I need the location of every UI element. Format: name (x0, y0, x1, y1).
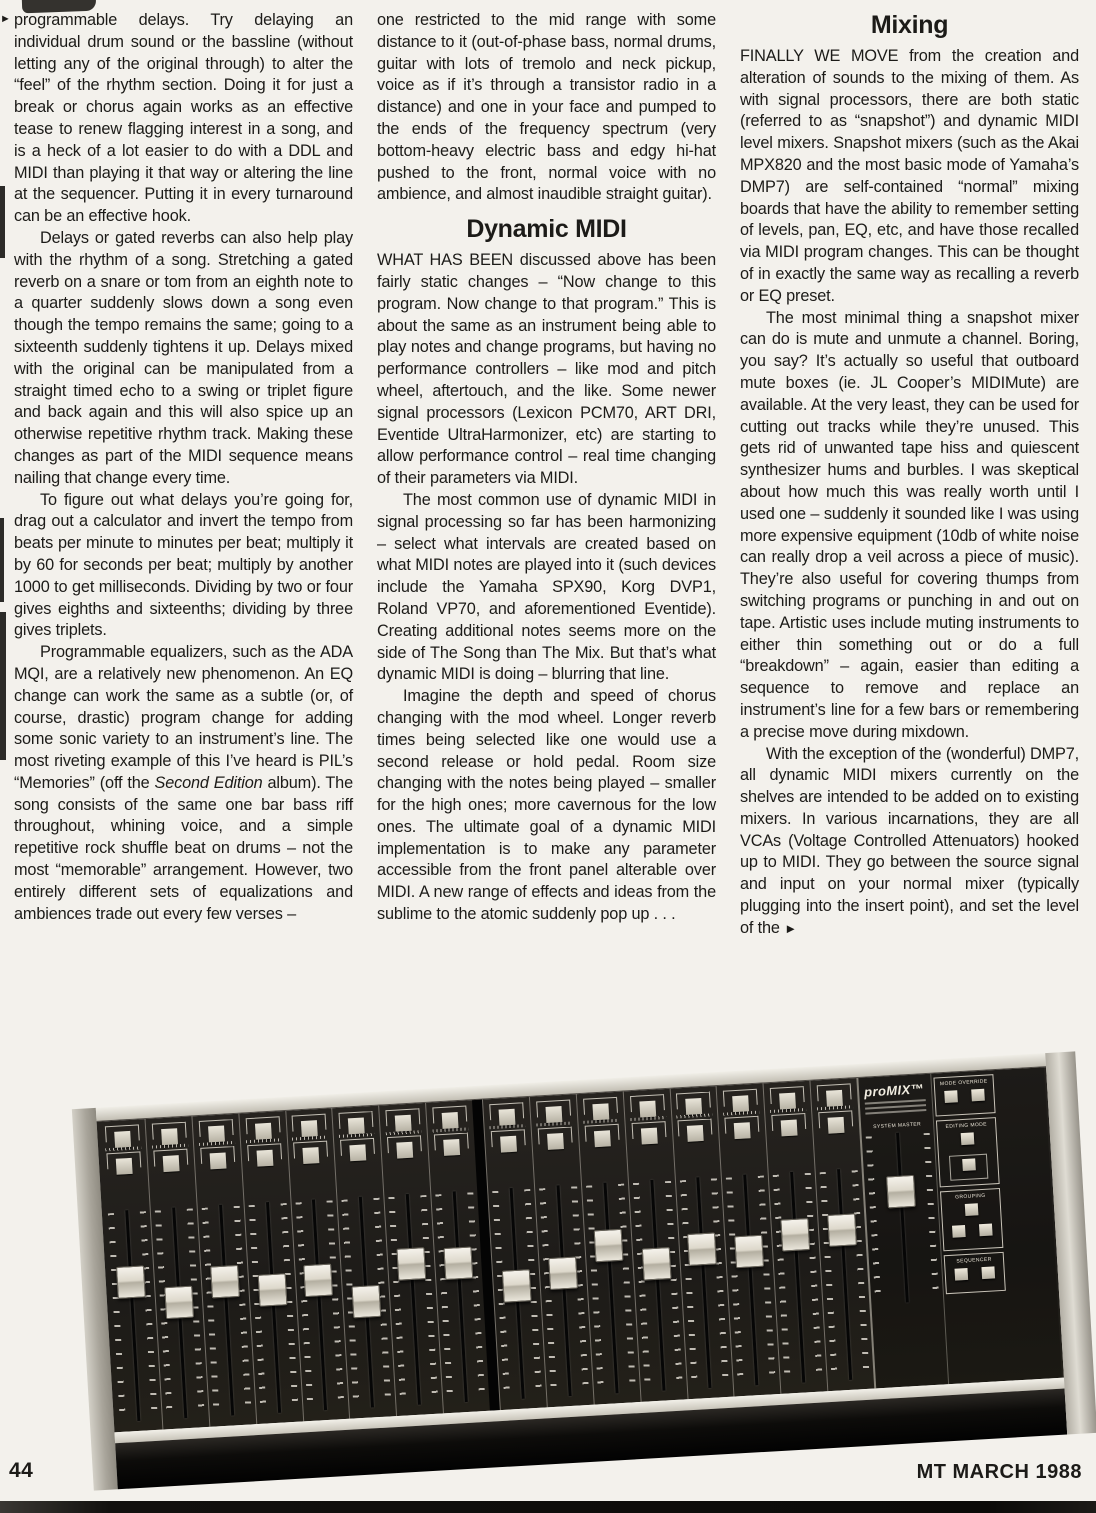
fader-knob (304, 1264, 334, 1298)
mixing-console (72, 1051, 1096, 1490)
channel-button (684, 1123, 707, 1142)
heading-dynamic-midi: Dynamic MIDI (466, 215, 627, 244)
continued-marker: ► (784, 920, 797, 936)
heading-mixing: Mixing (870, 11, 949, 39)
channel-button (440, 1137, 463, 1156)
channel-button (542, 1104, 565, 1123)
fader-track (790, 1172, 805, 1383)
mixer-photo (70, 1050, 1096, 1498)
fader-knob (257, 1273, 287, 1307)
channel-button (159, 1153, 182, 1172)
channel-button (729, 1093, 752, 1112)
fader-knob (164, 1286, 194, 1320)
fader-knob (827, 1213, 857, 1247)
editing-mode-panel (936, 1117, 1000, 1187)
paragraph: WHAT HAS BEEN discussed above has been fairly static changes – “Now change to this program. Now change to that program.” This is about the same as an instrument being able to play notes and change programs, but having no performance controllers – like mod and pitch wheel, aftertouch, and the like. Some newer signal processors (Lexicon PCM70, ART DRI, Eventide UltraHarmonizer, etc) are starting to allow performance control – real time changing of their parameters via MIDI. (377, 251, 716, 488)
fader-track (406, 1194, 421, 1405)
panel-button (979, 1223, 993, 1236)
fader-track (312, 1199, 327, 1410)
paragraph (14, 642, 353, 925)
album-title: Second Edition (154, 773, 263, 792)
fader-knob (735, 1235, 765, 1269)
channel-button (253, 1148, 276, 1167)
brand-logo: proMIX™ (863, 1081, 925, 1100)
system-master-label: SYSTEM MASTER (873, 1121, 922, 1131)
channel-button (205, 1123, 228, 1142)
channel-button (497, 1134, 520, 1153)
paragraph-text: programmable delays. Try delaying an individual drum sound or the bassline (without letting any of the original through) to alter the “feel” of the rhythm section. Doing it for just a break or chorus again works as an effective tease to renew flagging interest in a song, and is a heck of a lot easier to do with a DDL and MIDI than playing it that way or altering the line at the sequencer. Putting it in every turnaround can be an effective hook. (14, 11, 353, 226)
channel-button (683, 1096, 706, 1115)
master-fader-knob (886, 1175, 916, 1209)
fader-track (603, 1183, 618, 1394)
paragraph: Imagine the depth and speed of chorus changing with the mod wheel. Longer reverb times being selected like one would use a second release or hold pedal. Room size changing with the notes being played – smaller for the high ones; more cavernous for the low ones. The ultimate goal of a dynamic MIDI implementation is to make any parameter accessible from the front panel alterable over MIDI. A new range of effects and ideas from the sublime to the atomic suddenly pop up . . . (377, 687, 716, 924)
page-number: 44 (9, 1459, 34, 1482)
column-2 (377, 10, 716, 940)
channel-button (113, 1156, 136, 1175)
channel-button (637, 1125, 660, 1144)
channel-button (158, 1126, 181, 1145)
fader-knob (687, 1232, 717, 1266)
footer-issue: MT MARCH 1988 (916, 1461, 1082, 1483)
channel-button (778, 1117, 801, 1136)
channel-button (544, 1131, 567, 1150)
fader-scale (866, 1136, 882, 1302)
panel-button (952, 1225, 966, 1238)
channel-button (111, 1129, 134, 1148)
channel-button (345, 1115, 368, 1134)
channel-button (589, 1101, 612, 1120)
fader-knob (397, 1247, 427, 1281)
paragraph: Delays or gated reverbs can also help play with the rhythm of a song. Stretching a gated reverb on a snare or tom from an eighth note to a quarter suddenly slows down a song even though the tempo remains the same; going to a sixteenth suddenly tightens it up. Delays mixed with the original can be manipulated from a straight timed echo to a swing or triplet figure and back again and this will also spice up an otherwise repetitive rhythm track. Making these changes as part of the MIDI sequence means nailing that change every time. (14, 228, 353, 487)
paragraph (740, 744, 1079, 940)
fader-knob (593, 1229, 623, 1263)
editing-mode-label: EDITING MODE (945, 1121, 988, 1130)
fader-knob (352, 1285, 382, 1319)
brand-subtext (860, 1099, 933, 1115)
paragraph: FINALLY WE MOVE from the creation and alteration of sounds to the mixing of them. As with signal processors, there are both static (referred to as “snapshot”) and dynamic MIDI level mixers. Snapshot mixers (such as the Akai MPX820 and the most basic mode of Yamaha’s DMP7) are self-contained “normal” mixing boards that have the ability to remember setting of levels, pan, EQ, etc, and have those recalled via MIDI program changes. This can be thought of in exactly the same way as recalling a reverb or EQ preset. (740, 47, 1079, 305)
channel-button (251, 1121, 274, 1140)
channel-strips (99, 1078, 875, 1432)
fader-track (125, 1210, 140, 1421)
column-3 (740, 10, 1079, 940)
panel-button (954, 1268, 968, 1281)
sequencer-label: SEQUENCER (956, 1256, 992, 1265)
article-columns (0, 10, 1079, 940)
fader-track (837, 1169, 852, 1380)
panel-subbox (949, 1154, 988, 1181)
panel-button (944, 1090, 958, 1103)
paragraph: one restricted to the mid range with some distance to it (out-of-phase bass, normal drums, guitar with lots of tremolo and neck pickup, voice as if it’s through a transistor radio in a distance) and one in your face and pumped to the ends of the frequency spectrum (very bottom-heavy electric bass and edgy hi-hat pushed to the front, normal voice with no ambience, and almost inaudible straight guitar). (377, 11, 716, 204)
scan-artifact (0, 612, 6, 760)
channel-button (825, 1115, 848, 1134)
channel-button (300, 1145, 323, 1164)
continuation-marker: ► (0, 13, 11, 25)
fader-knob (444, 1246, 474, 1280)
channel-button (392, 1113, 415, 1132)
channel-button (439, 1110, 462, 1129)
channel-button (823, 1088, 846, 1107)
panel-button (962, 1158, 976, 1171)
paragraph-text: album). The song consists of the same one bar bass riff throughout, whining voice, and a simple repetitive rock shuffle beat on drums – not the most “memorable” arrangement. However, two entirely different sets of equalizations and ambiences trade out every few verses – (14, 773, 353, 923)
fader-knob (210, 1265, 240, 1299)
fader-track (219, 1205, 234, 1416)
channel-button (591, 1128, 614, 1147)
fader-track (896, 1133, 909, 1303)
channel-button (298, 1118, 321, 1137)
paragraph: To figure out what delays you’re going for, drag out a calculator and invert the tempo from beats per minute to minutes per beat; multiply it by 60 for seconds per beat; multiply by another 1000 to get milliseconds. Dividing by two or four gives eighths and sixteenths; dividing by three gives triplets. (14, 490, 353, 640)
panel-button (981, 1266, 995, 1279)
scan-edge-band (0, 1501, 1096, 1513)
mode-override-panel (933, 1074, 995, 1116)
scan-artifact (0, 186, 5, 258)
master-section (856, 1067, 1062, 1388)
fader-track (556, 1185, 571, 1396)
fader-knob (116, 1265, 146, 1299)
paragraph: The most common use of dynamic MIDI in signal processing so far has been harmonizing – select what intervals are created based on what MIDI notes are played into it (such devices include the Yamaha SPX90, Korg DVP1, Roland VP70, and aforementioned Eventide). Creating additional notes seems more on the side of The Song than The Mix. But that’s what dynamic MIDI is doing – blurring that line. (377, 490, 716, 684)
paragraph (0, 10, 353, 228)
channel-button (206, 1150, 229, 1169)
fader-knob (641, 1247, 671, 1281)
panel-button (964, 1203, 978, 1216)
fader-track (266, 1202, 281, 1413)
channel-button (393, 1140, 416, 1159)
channel-button (347, 1142, 370, 1161)
fader-knob (781, 1218, 811, 1252)
grouping-label: GROUPING (954, 1192, 986, 1201)
channel-button (495, 1107, 518, 1126)
paragraph-text: With the exception of the (wonderful) DMP7, all dynamic MIDI mixers currently on the shelves are intended to be added on to existing mixers. In various incarnations, they are all VCAs (Voltage Controlled Attenuators) hooked up to MIDI. They go between the source signal and input on your normal mixer (typically plugging into the insert point), and set the level of the (740, 744, 1079, 937)
sequencer-panel (944, 1252, 1006, 1294)
console-face (96, 1053, 1067, 1489)
fader-track (453, 1191, 468, 1402)
console-panel (97, 1067, 1064, 1432)
mode-override-label: MODE OVERRIDE (939, 1078, 988, 1088)
fader-knob (502, 1269, 532, 1303)
panel-button (960, 1132, 974, 1145)
fader-track (697, 1177, 712, 1388)
panel-button (971, 1089, 985, 1102)
fader-knob (548, 1256, 578, 1290)
channel-button (636, 1098, 659, 1117)
fader-track (744, 1175, 759, 1386)
column-1 (0, 10, 353, 940)
scan-artifact (0, 518, 4, 602)
paragraph-text: Programmable equalizers, such as the ADA MQI, are a relatively new phenomenon. An EQ change can work the same as a subtle (or, of course, drastic) program change for adding some sonic variety to an instrument’s line. The most riveting example of this I’ve heard is PIL’s “Memories” (off the (14, 643, 353, 792)
master-fader (862, 1129, 944, 1311)
paragraph: The most minimal thing a snapshot mixer can do is mute and unmute a channel. Boring, you say? It’s actually so useful that outboard mute boxes (ie. JL Cooper’s MIDIMute) are available. At the very least, they can be used for cutting out tracks while they’re unused. This gets rid of unwanted tape hiss and quiescent synthesizer hums and burbles. I was skeptical about how much this was really worth until I used one – suddenly it sounded like I was using more expensive equipment (10db of white noise can really drop a veil across a piece of music). They’re also useful for covering thumps from switching programs or punching in and out on tape. Artistic uses include muting instruments to either thin something out or do a full “breakdown” – again, easier than editing a sequence to remove and replace an instrument’s line for a few bars or remembering a precise move during mixdown. (740, 308, 1079, 741)
channel-button (731, 1120, 754, 1139)
grouping-panel (940, 1188, 1003, 1251)
fader-track (650, 1180, 665, 1391)
channel-button (776, 1090, 799, 1109)
